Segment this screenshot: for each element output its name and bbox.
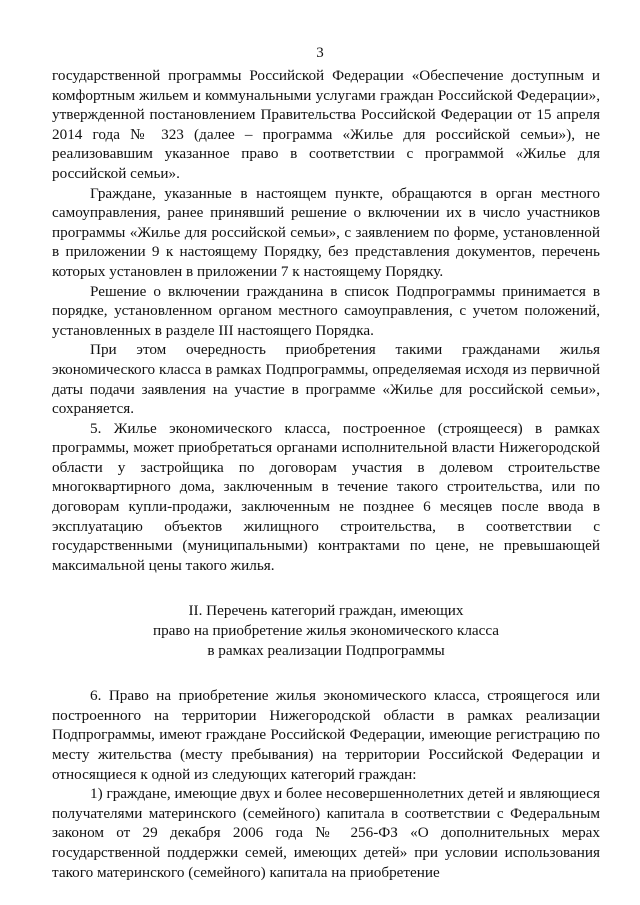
section-heading-line-1: II. Перечень категорий граждан, имеющих	[188, 602, 464, 620]
paragraph-item-6: 6. Право на приобретение жилья экономического класса, строящегося или построенного на территории Нижегородской области в рамках реализации Подпрограммы, имеют граждане Российской Федерации, имеющие регистрацию по месту жительства (месту пребывания) на территории Российской Федерации и относящиеся к одной из следующих категорий граждан:	[52, 687, 600, 783]
paragraph-subitem-1: 1) граждане, имеющие двух и более несовершеннолетних детей и являющиеся получателями материнского (семейного) капитала в соответствии с Федеральным законом от 29 декабря 2006 года № 256-ФЗ «О дополнительных мерах государственной поддержки семей, имеющих детей» при условии использования такого материнского (семейного) капитала на приобретение	[52, 785, 600, 881]
paragraph-citizens-apply: Граждане, указанные в настоящем пункте, обращаются в орган местного самоуправления, ранее принявший решение о включении их в число участников программы «Жилье для российской семьи», с заявлением по форме, установленной в приложении 9 к настоящему Порядку, без представления документов, перечень которых установлен в приложении 7 к настоящему Порядку.	[52, 184, 600, 280]
paragraph-continuation: государственной программы Российской Федерации «Обеспечение доступным и комфортным жильем и коммунальными услугами граждан Российской Федерации», утвержденной постановлением Правительства Российской Федерации от 15 апреля 2014 года № 323 (далее – программа «Жилье для российской семьи»), не реализовавшим указанное право в соответствии с программой «Жилье для российской семьи».	[52, 67, 600, 182]
spacer	[52, 660, 600, 686]
spacer	[52, 575, 600, 601]
document-body	[52, 66, 600, 882]
section-heading	[52, 601, 600, 660]
paragraph-priority: При этом очередность приобретения такими гражданами жилья экономического класса в рамках Подпрограммы, определяемая исходя из первичной даты подачи заявления на участие в программе «Жилье для российской семьи», сохраняется.	[52, 341, 600, 418]
paragraph-decision: Решение о включении гражданина в список Подпрограммы принимается в порядке, установленном органом местного самоуправления, с учетом положений, установленных в разделе III настоящего Порядка.	[52, 282, 600, 339]
section-heading-line-2: право на приобретение жилья экономического класса	[152, 622, 500, 640]
paragraph-item-5: 5. Жилье экономического класса, построенное (строящееся) в рамках программы, может приобретаться органами исполнительной власти Нижегородской области у застройщика по договорам участия в долевом строительстве многоквартирного дома, заключенным в течение такого строительства, или по договорам купли-продажи, заключенным не позднее 6 месяцев после ввода в эксплуатацию объектов жилищного строительства, в соответствии с государственными (муниципальными) контрактами по цене, не превышающей максимальной цены такого жилья.	[52, 419, 600, 574]
section-heading-line-3: в рамках реализации Подпрограммы	[207, 641, 445, 659]
page-number: 3	[316, 45, 324, 61]
